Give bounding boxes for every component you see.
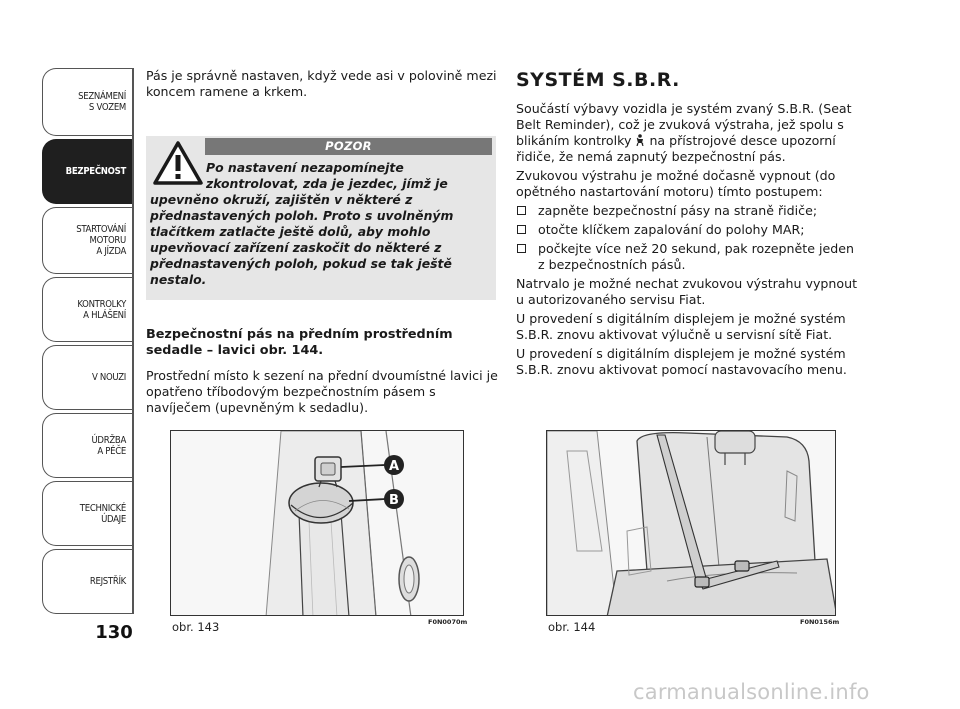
sbr-paragraph-2: Zvukovou výstrahu je možné dočasně vypnout (do opětného nastartování motoru) tímto postupem: (516, 168, 836, 199)
tab-technicke-udaje[interactable] (42, 481, 132, 546)
tab-label-line: KONTROLKY (77, 298, 126, 310)
section-title: SYSTÉM S.B.R. (516, 69, 680, 91)
tab-seznameni[interactable] (42, 68, 132, 136)
tab-label-line: A JÍZDA (96, 246, 126, 257)
tab-label-line: REJSTŘÍK (89, 576, 126, 587)
figure-144-middle-seat-belt (546, 430, 836, 616)
tab-label-line: SEZNÁMENÍ (78, 91, 126, 102)
sbr-paragraph-1 (516, 101, 861, 165)
tab-label-line: S VOZEM (88, 102, 126, 113)
tab-label-line: BEZPEČNOST (65, 166, 126, 177)
figure-143-seatbelt-height-adjuster (170, 430, 464, 616)
figure-143-caption: obr. 143 (172, 620, 220, 634)
tab-startovani[interactable] (42, 207, 132, 274)
procedure-list (516, 203, 861, 273)
sbr-paragraph-5: U provedení s digitálním displejem je možné systém S.B.R. znovu aktivovat pomocí nastavovacího menu. (516, 346, 847, 377)
section-subheading: Bezpečnostní pás na předním prostředním sedadle – lavici obr. 144. (146, 327, 453, 358)
tab-label-line: V NOUZI (91, 372, 126, 383)
figure-143-code: F0N0070m (428, 618, 468, 626)
sbr-p1-end: na přístrojové desce upozorní řidiče, že nemá zapnutý bezpečnostní pás. (516, 133, 836, 164)
warning-text-first: Po nastavení nezapomínejte zkontrolovat, zda je jezdec, jímž je (206, 160, 448, 191)
figure-143-illustration (171, 431, 464, 616)
tab-label-line: ÚDRŽBA (91, 434, 126, 446)
tab-label-line: TECHNICKÉ (79, 502, 126, 514)
tab-bezpecnost[interactable] (42, 139, 132, 204)
tab-label-line: A HLÁŠENÍ (83, 309, 126, 321)
tab-label-line: ÚDAJE (101, 513, 126, 525)
figure-144-caption: obr. 144 (548, 620, 596, 634)
figure-144-code: F0N0156m (800, 618, 840, 626)
intro-paragraph: Pás je správně nastaven, když vede asi v polovině mezi koncem ramene a krkem. (146, 68, 497, 99)
warning-heading: POZOR (205, 138, 492, 155)
tab-label-line: MOTORU (89, 235, 126, 246)
list-item: počkejte více než 20 sekund, pak rozepněte jeden z bezpečnostních pásů. (516, 241, 861, 273)
list-item: zapněte bezpečnostní pásy na straně řidiče; (516, 203, 861, 219)
tab-rejstrik[interactable] (42, 549, 132, 614)
tab-v-nouzi[interactable] (42, 345, 132, 410)
list-item: otočte klíčkem zapalování do polohy MAR; (516, 222, 861, 238)
tab-label-line: A PÉČE (97, 445, 126, 457)
left-body-paragraph: Prostřední místo k sezení na přední dvoumístné lavici je opatřeno tříbodovým bezpečnostním pásem s navíječem (upevněným k sedadlu). (146, 368, 498, 415)
tab-label-line: STARTOVÁNÍ (76, 224, 126, 235)
figure-144-illustration (547, 431, 836, 616)
callout-a: A (388, 459, 400, 474)
callout-b: B (389, 493, 399, 508)
warning-text-rest: upevněno okruží, zajištěn v některé z přednastavených poloh. Proto s uvolněným tlačítkem zatlačte ještě dolů, aby mohlo upevňovací zařízení zaskočit do některé z přednastavených poloh, pokud se tak ještě nestalo. (150, 192, 454, 287)
seatbelt-icon (635, 134, 645, 146)
watermark: carmanualsonline.info (633, 680, 870, 704)
page-number: 130 (95, 622, 133, 643)
warning-text (150, 160, 490, 288)
tab-kontrolky[interactable] (42, 277, 132, 342)
sbr-p1-start: Součástí výbavy vozidla je systém zvaný S.B.R. (Seat Belt Reminder), což je zvuková výstraha, jež spolu s blikáním kontrolky (516, 101, 852, 148)
sidebar-divider (132, 68, 134, 614)
sbr-paragraph-3: Natrvalo je možné nechat zvukovou výstrahu vypnout u autorizovaného servisu Fiat. (516, 276, 858, 307)
warning-box (146, 136, 496, 300)
left-column (146, 68, 498, 100)
right-column (516, 68, 861, 381)
tab-udrzba[interactable] (42, 413, 132, 478)
sbr-paragraph-4: U provedení s digitálním displejem je možné systém S.B.R. znovu aktivovat výlučně u servisní sítě Fiat. (516, 311, 846, 342)
